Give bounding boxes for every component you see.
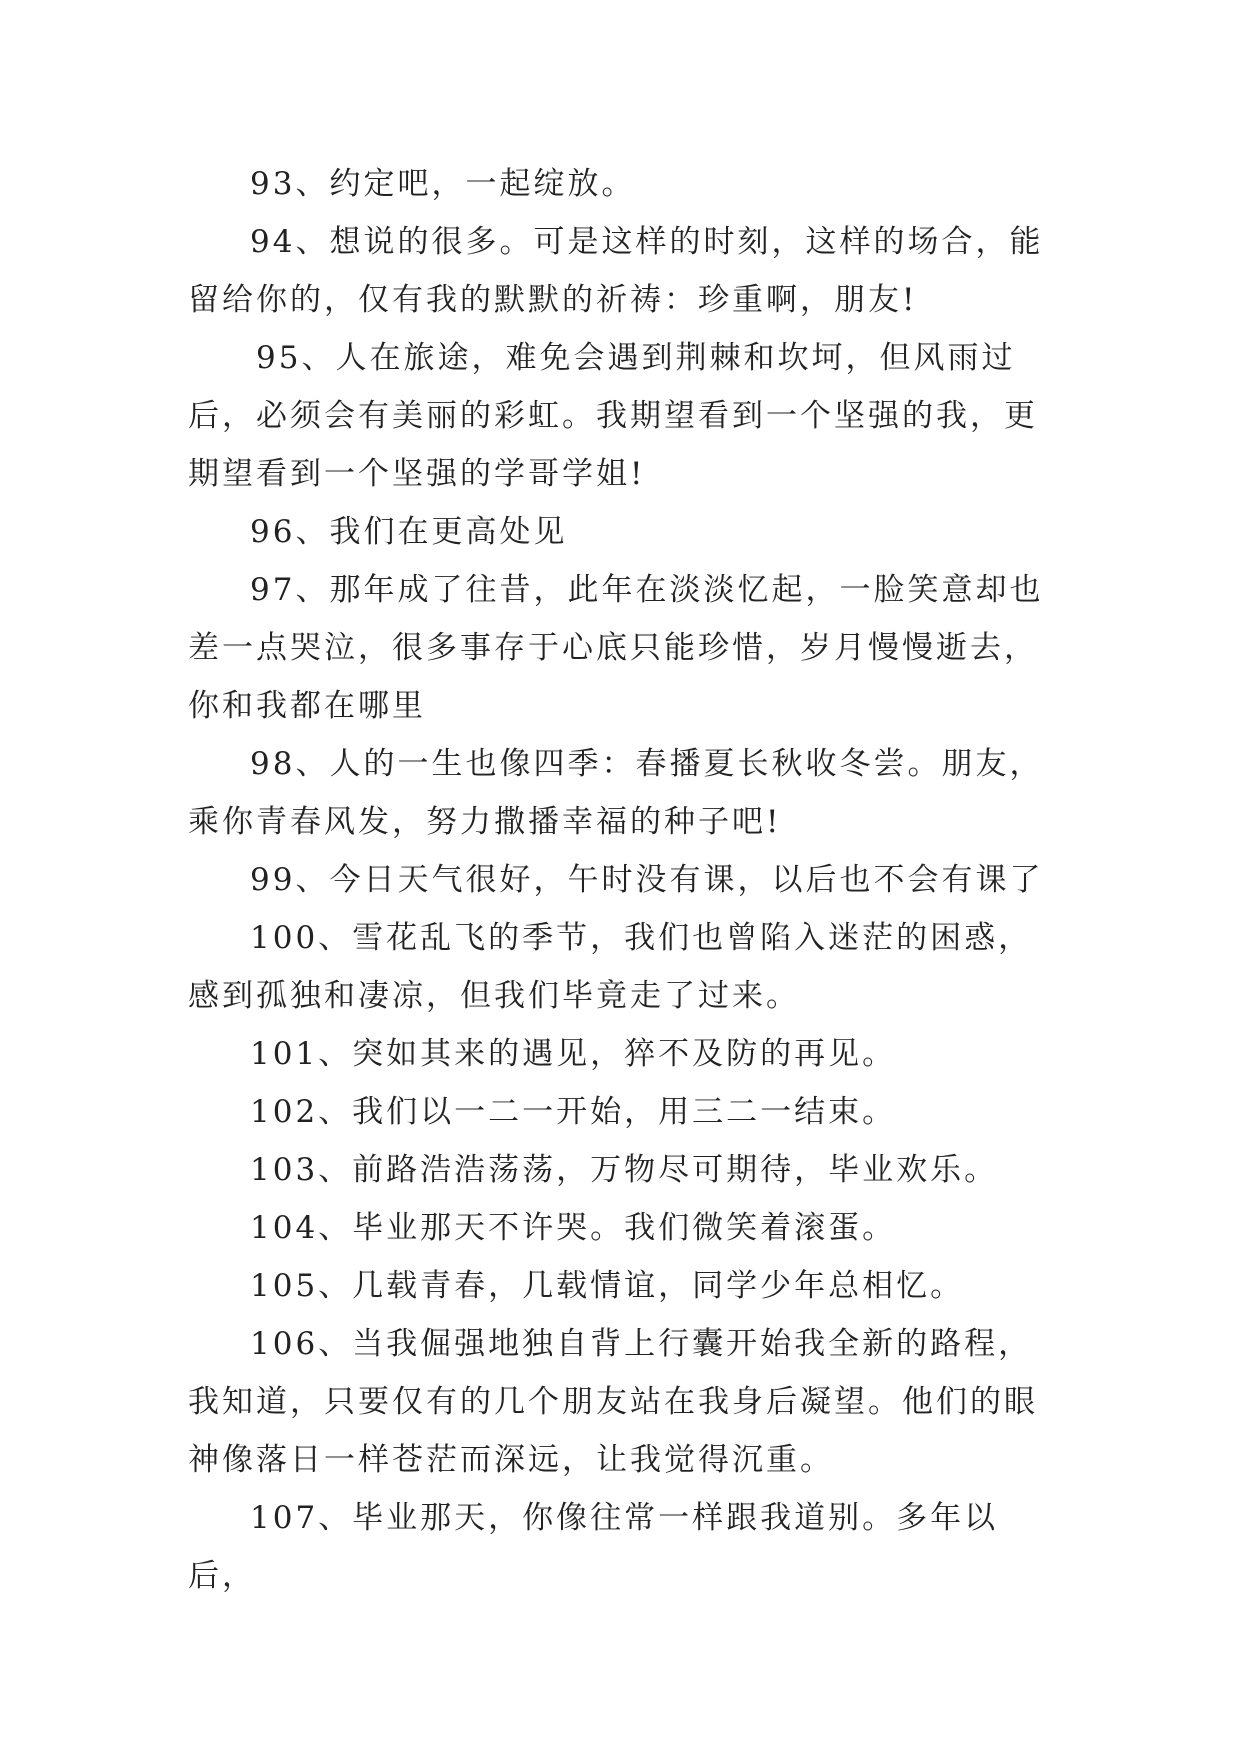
paragraph-102: 102、我们以一二一开始，用三二一结束。 [250, 1094, 897, 1130]
paragraph-98: 98、人的一生也像四季：春播夏长秋收冬尝。朋友，乘你青春风发，努力撒播幸福的种子吧! [188, 746, 1044, 840]
paragraph-103: 103、前路浩浩荡荡，万物尽可期待，毕业欢乐。 [250, 1152, 999, 1188]
paragraph-95: 95、人在旅途，难免会遇到荆棘和坎坷，但风雨过后，必须会有美丽的彩虹。我期望看到一个坚强的我，更期望看到一个坚强的学哥学姐! [188, 340, 1038, 492]
paragraph-104: 104、毕业那天不许哭。我们微笑着滚蛋。 [250, 1210, 897, 1246]
paragraph-106: 106、当我倔强地独自背上行囊开始我全新的路程，我知道，只要仅有的几个朋友站在我身后凝望。他们的眼神像落日一样苍茫而深远，让我觉得沉重。 [188, 1326, 1038, 1478]
document-body [188, 155, 1058, 1605]
paragraph-105: 105、几载青春，几载情谊，同学少年总相忆。 [250, 1268, 965, 1304]
paragraph-99: 99、今日天气很好，午时没有课，以后也不会有课了 [250, 862, 1044, 898]
paragraph-93: 93、约定吧，一起绽放。 [250, 166, 636, 202]
paragraph-96: 96、我们在更高处见 [250, 514, 568, 550]
paragraph-100: 100、雪花乱飞的季节，我们也曾陷入迷茫的困惑，感到孤独和凄凉，但我们毕竟走了过来。 [188, 920, 1033, 1014]
paragraph-101: 101、突如其来的遇见，猝不及防的再见。 [250, 1036, 897, 1072]
paragraph-94: 94、想说的很多。可是这样的时刻，这样的场合，能留给你的，仅有我的默默的祈祷：珍重啊，朋友! [188, 224, 1044, 318]
paragraph-97: 97、那年成了往昔，此年在淡淡忆起，一脸笑意却也差一点哭泣，很多事存于心底只能珍惜，岁月慢慢逝去，你和我都在哪里 [188, 572, 1044, 724]
paragraph-107: 107、毕业那天，你像往常一样跟我道别。多年以后， [188, 1500, 999, 1594]
